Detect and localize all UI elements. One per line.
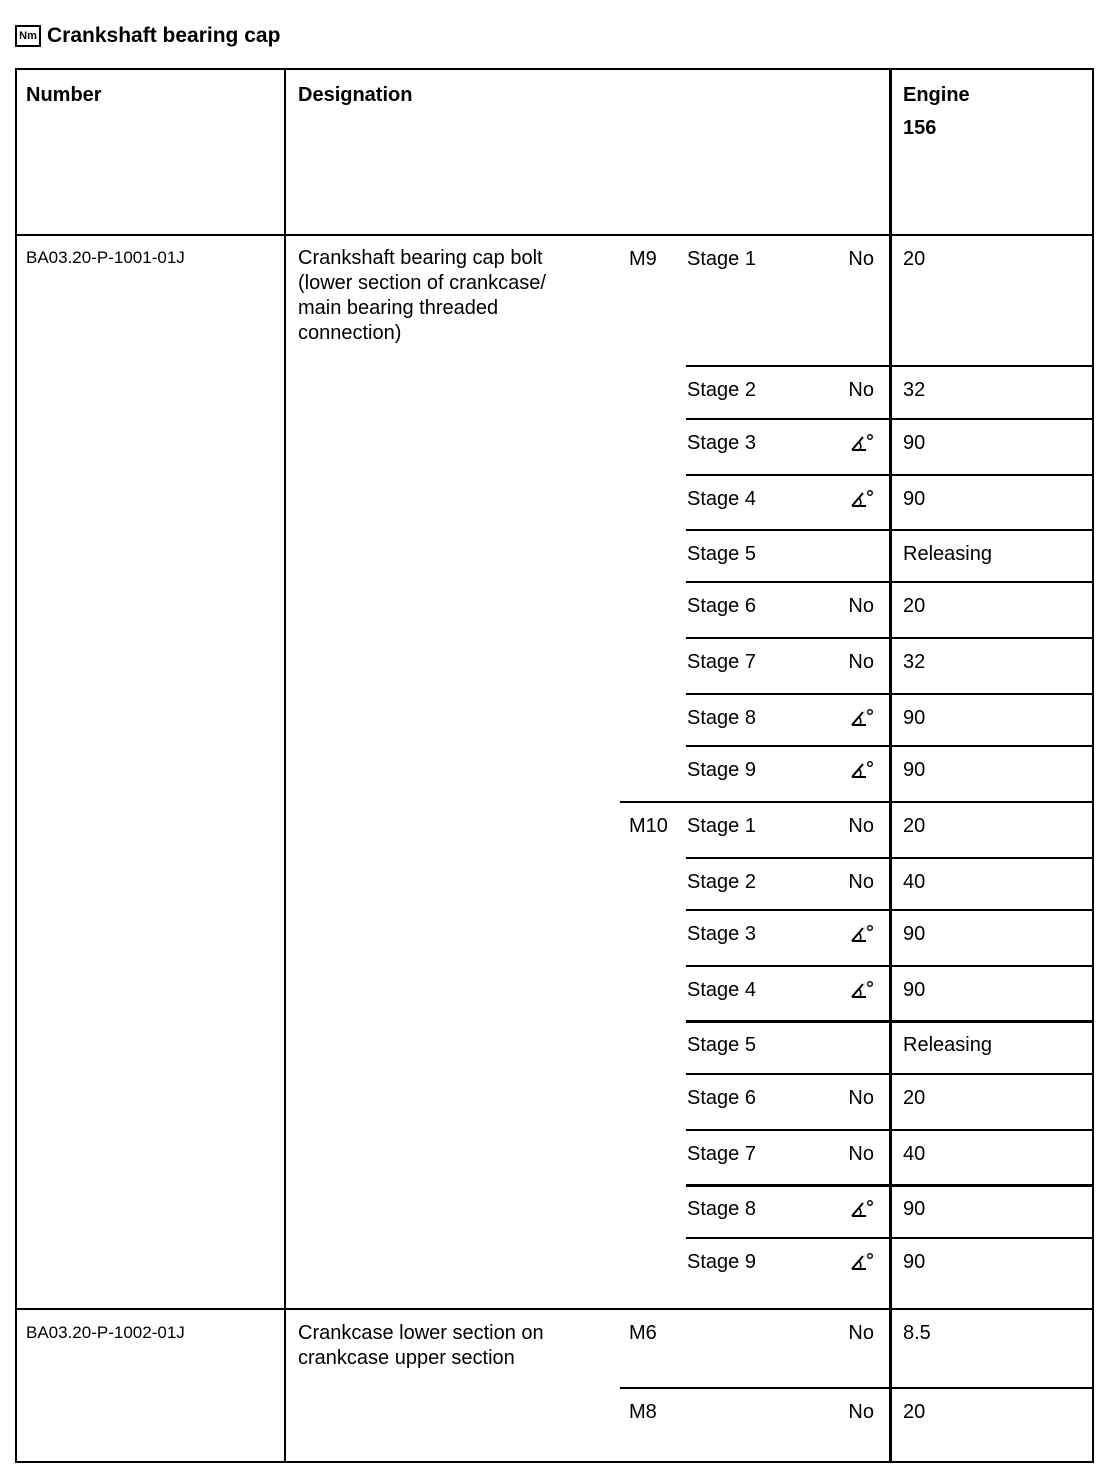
table-rule (686, 745, 1093, 747)
angle-icon (850, 923, 874, 945)
entry-designation: Crankcase lower section on crankcase upper section (298, 1322, 544, 1369)
torque-value: 90 (903, 488, 926, 510)
table-rule (686, 1073, 1093, 1075)
table-rule (686, 1237, 1093, 1239)
torque-value: 20 (903, 1401, 926, 1423)
thread-size: M8 (629, 1401, 657, 1423)
table-rule (686, 529, 1093, 531)
thread-size: M9 (629, 248, 657, 270)
torque-value: 32 (903, 379, 926, 401)
stage-label: Stage 5 (687, 1034, 756, 1056)
table-rule (889, 68, 892, 1463)
table-rule (620, 1387, 1093, 1389)
angle-icon (850, 979, 874, 1001)
table-rule (15, 1308, 1093, 1310)
stage-label: Stage 8 (687, 1198, 756, 1220)
table-rule (686, 1020, 1093, 1023)
entry-designation: Crankshaft bearing cap bolt (lower section of crankcase/ main bearing threaded connection) (298, 247, 546, 344)
torque-value: 90 (903, 759, 926, 781)
stage-label: Stage 1 (687, 248, 756, 270)
stage-label: Stage 4 (687, 488, 756, 510)
torque-value: 90 (903, 923, 926, 945)
table-rule (686, 637, 1093, 639)
unit-label: No (848, 1087, 874, 1109)
stage-label: Stage 1 (687, 815, 756, 837)
header-engine-model: 156 (903, 117, 937, 139)
table-rule (686, 474, 1093, 476)
unit-label: No (848, 595, 874, 617)
table-rule (620, 801, 1093, 803)
unit-label: No (848, 651, 874, 673)
table-rule (686, 965, 1093, 967)
angle-icon (850, 432, 874, 454)
header-designation: Designation (298, 84, 413, 106)
table-rule (15, 68, 1093, 70)
torque-value: 40 (903, 871, 926, 893)
table-rule (1092, 68, 1094, 1463)
table-rule (686, 909, 1093, 911)
torque-value: 90 (903, 432, 926, 454)
table-rule (686, 1184, 1093, 1187)
table-rule (686, 581, 1093, 583)
table-rule (284, 68, 286, 1463)
torque-value: 20 (903, 815, 926, 837)
angle-icon (850, 707, 874, 729)
stage-label: Stage 7 (687, 651, 756, 673)
table-rule (686, 1129, 1093, 1131)
table-rule (15, 68, 17, 1463)
torque-value: 20 (903, 1087, 926, 1109)
stage-label: Stage 8 (687, 707, 756, 729)
unit-label: No (848, 815, 874, 837)
header-engine: Engine (903, 84, 970, 106)
table-rule (686, 693, 1093, 695)
stage-label: Stage 2 (687, 871, 756, 893)
unit-label: No (848, 379, 874, 401)
stage-label: Stage 3 (687, 923, 756, 945)
thread-size: M6 (629, 1322, 657, 1344)
unit-label: No (848, 1143, 874, 1165)
torque-value: 90 (903, 1251, 926, 1273)
angle-icon (850, 1251, 874, 1273)
torque-value: 20 (903, 248, 926, 270)
angle-icon (850, 759, 874, 781)
unit-label: No (848, 248, 874, 270)
stage-label: Stage 7 (687, 1143, 756, 1165)
thread-size: M10 (629, 815, 668, 837)
table-rule (15, 234, 1093, 236)
table-rule (686, 365, 1093, 367)
table-rule (686, 857, 1093, 859)
unit-label: No (848, 1401, 874, 1423)
torque-value: Releasing (903, 1034, 992, 1056)
stage-label: Stage 3 (687, 432, 756, 454)
torque-value: 20 (903, 595, 926, 617)
stage-label: Stage 9 (687, 759, 756, 781)
unit-label: No (848, 1322, 874, 1344)
unit-label: No (848, 871, 874, 893)
stage-label: Stage 2 (687, 379, 756, 401)
stage-label: Stage 9 (687, 1251, 756, 1273)
torque-value: 32 (903, 651, 926, 673)
torque-value: 90 (903, 979, 926, 1001)
stage-label: Stage 6 (687, 595, 756, 617)
torque-value: 90 (903, 707, 926, 729)
torque-value: 90 (903, 1198, 926, 1220)
angle-icon (850, 1198, 874, 1220)
torque-nm-icon: Nm (15, 25, 41, 47)
entry-number: BA03.20-P-1001-01J (26, 248, 185, 267)
torque-value: Releasing (903, 543, 992, 565)
table-rule (686, 418, 1093, 420)
stage-label: Stage 4 (687, 979, 756, 1001)
stage-label: Stage 5 (687, 543, 756, 565)
stage-label: Stage 6 (687, 1087, 756, 1109)
section-title (15, 22, 280, 50)
angle-icon (850, 488, 874, 510)
table-rule (15, 1461, 1093, 1463)
torque-value: 8.5 (903, 1322, 931, 1344)
title-text: Crankshaft bearing cap (47, 24, 281, 47)
torque-value: 40 (903, 1143, 926, 1165)
entry-number: BA03.20-P-1002-01J (26, 1323, 185, 1342)
header-number: Number (26, 84, 102, 106)
